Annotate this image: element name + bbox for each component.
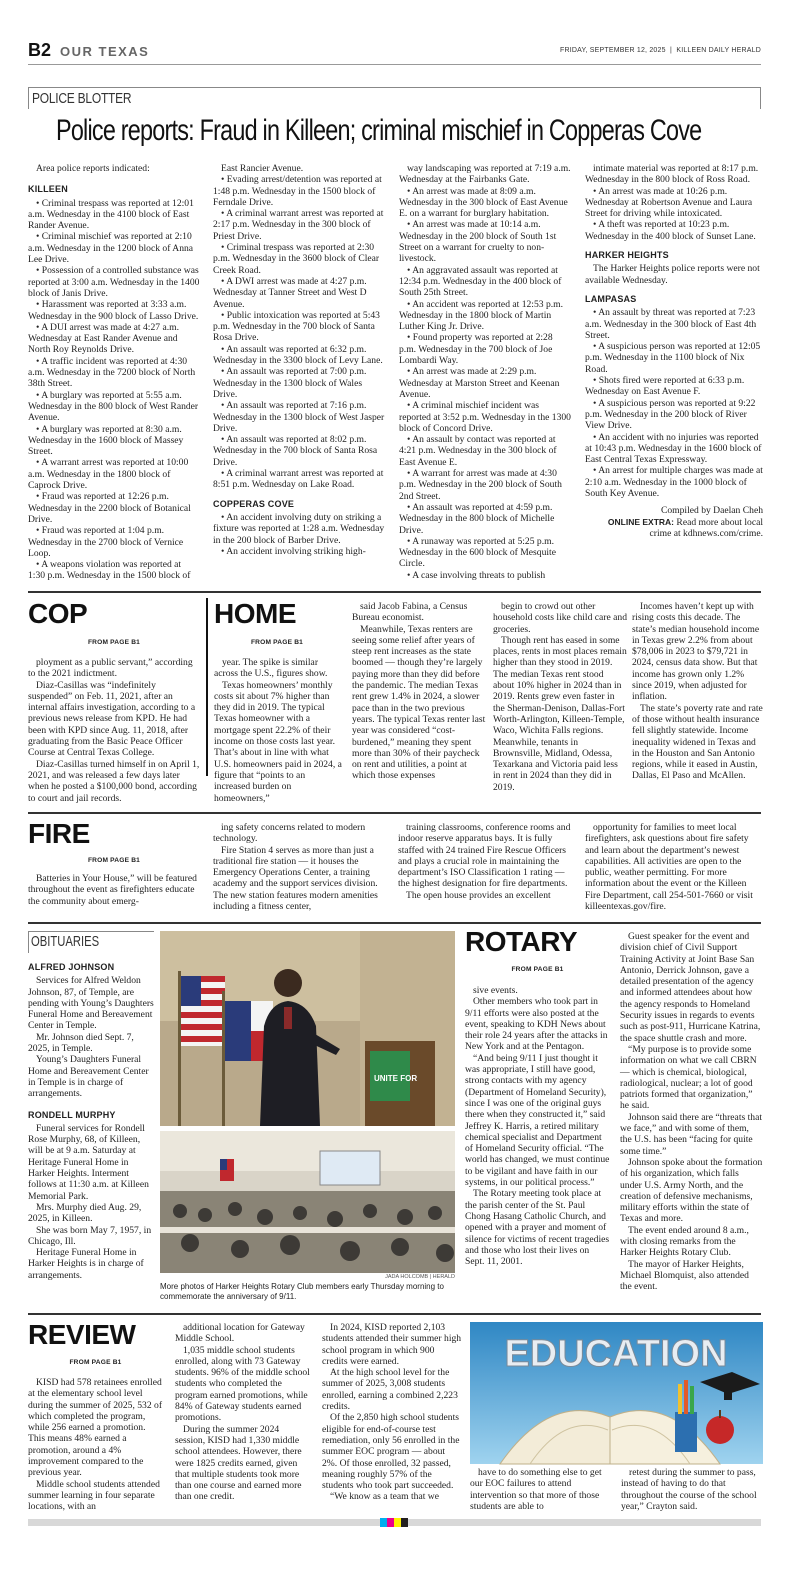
paragraph: • A suspicious person was reported at 9:22 p.m. Wednesday in the 200 block of River View Drive.: [585, 397, 756, 432]
projector-screen: [320, 1151, 380, 1185]
harker-heights-text: The Harker Heights police reports were not available Wednesday.: [585, 263, 760, 286]
paragraph: ployment as a public servant,” according to the 2021 indictment.: [28, 657, 193, 680]
header-rule: [28, 64, 761, 65]
cop-from: FROM PAGE B1: [87, 639, 141, 646]
paragraph: sive events.: [473, 985, 518, 996]
paragraph: The state’s poverty rate and rate of those without health insurance fell slightly statewide. Income inequality widened in Texas and in the Houston and San Antonio regions, while it eased in Austin, Dallas, El Paso and McAllen.: [632, 702, 763, 782]
blotter-intro: Area police reports indicated:: [36, 163, 150, 174]
online-extra-link[interactable]: Read more about local crime at kdhnews.com/crime.: [649, 516, 763, 539]
rotary-title: ROTARY: [465, 926, 578, 957]
paragraph: Guest speaker for the event and division chief of Civil Support Training Activity at Joint Base San Antonio, Derrick Johnson, gave a detailed presentation of the agency and informed attendees about how the agency responds to Homeland Security issues in regards to events such as post-911, Hurricane Katrina, the space shuttle crash and more.: [620, 931, 761, 1044]
paragraph: • A criminal mischief incident was reported at 3:52 p.m. Wednesday in the 1300 block of Concord Drive.: [399, 400, 571, 434]
date-text: FRIDAY, SEPTEMBER 12, 2025: [560, 47, 666, 54]
paragraph: Other members who took part in 9/11 efforts were also posted at the event, speaking to KDH News about their role 24 years after the attacks in New York and at the Pentagon.: [465, 996, 608, 1053]
paragraph: • An assault by threat was reported at 7:23 a.m. Wednesday in the 300 block of East 4th Street.: [585, 307, 757, 341]
paragraph: “We know as a team that we: [330, 1491, 439, 1503]
paragraph: • Criminal trespass was reported at 12:01 a.m. Wednesday in the 4100 block of East Rander Avenue.: [28, 197, 194, 232]
killeen-list-cont: [213, 163, 385, 491]
lampasas-list: [585, 307, 763, 499]
paragraph: Mrs. Murphy died Aug. 29, 2025, in Killeen.: [28, 1201, 142, 1225]
photo-caption: More photos of Harker Heights Rotary Club members early Thursday morning to commemorate the anniversary of 9/11.: [160, 1282, 444, 1301]
review-col-1: [28, 1377, 163, 1511]
copperas-list-end: [585, 163, 763, 242]
section-name: OUR TEXAS: [60, 44, 150, 59]
fire-col-1: [28, 873, 200, 913]
dateline: FRIDAY, SEPTEMBER 12, 2025 | KILLEEN DAILY HERALD: [560, 47, 761, 54]
paragraph: intimate material was reported at 8:17 p.m. Wednesday in the 800 block of Ross Road.: [585, 163, 759, 186]
paragraph: “My purpose is to provide some information on what we call CBRN — which is chemical, biological, radiological, nuclear; a lot of good patriots formed that organization,” he said.: [620, 1043, 757, 1112]
paragraph: Diaz-Casillas was “indefinitely suspended” on Feb. 11, 2021, after an internal affairs investigation, according to a previous news release from KPD. He had been with KPD since Aug. 11, 2018, after graduating from the Basic Peace Officer Course at Central Texas College.: [28, 679, 196, 759]
paragraph: • Found property was reported at 2:28 p.m. Wednesday in the 700 block of Joe Lombardi Way.: [399, 332, 553, 367]
paragraph: Batteries in Your House,” will be featured throughout the event as firefighters educate the community about emerg-: [28, 873, 197, 907]
education-art: [470, 1322, 763, 1464]
paragraph: • An assault was reported at 7:16 p.m. Wednesday in the 1300 block of West Jasper Drive.: [213, 400, 385, 434]
rule-home-bottom: [28, 812, 761, 814]
paragraph: Young’s Daughters Funeral Home and Bereavement Center in Temple is in charge of arrangements.: [28, 1054, 149, 1100]
cop-body: [28, 657, 200, 804]
paragraph: way landscaping was reported at 7:19 a.m. Wednesday at the Fairbanks Gate.: [399, 163, 571, 186]
paragraph: • Evading arrest/detention was reported at 1:48 p.m. Wednesday in the 1500 block of Ferndale Drive.: [213, 174, 382, 208]
paragraph: • A burglary was reported at 5:55 a.m. Wednesday in the 800 block of West Rander Avenue.: [28, 389, 199, 424]
paragraph: • A case involving threats to publish: [407, 569, 546, 581]
education-illustration: [470, 1322, 763, 1464]
paragraph: said Jacob Fabina, a Census Bureau economist.: [352, 601, 468, 624]
paragraph: Diaz-Casillas turned himself in on April 1, 2021, and was released a few days later when he posted a $100,000 bond, according to court and jail records.: [28, 758, 200, 804]
paragraph: “And being 9/11 I just thought it was appropriate, I still have good, strong contacts with my agency (Department of Homeland Security), since I was one of the original guys there when they constructed it,” said Jeffrey K. Harris, a retired military chemical specialist and Department of Homeland Security official. “The world has changed, we must continue to be vigilant and have faith in our systems, in our political process.”: [465, 1052, 610, 1189]
paragraph: Johnson spoke about the formation of his organization, which falls under U.S. Army North, and the creation of defensive mechanisms, military efforts within the state of Texas and more.: [620, 1156, 763, 1225]
review-title: REVIEW: [28, 1319, 136, 1350]
paragraph: begin to crowd out other household costs like child care and groceries.: [493, 601, 628, 635]
meeting-room-photo: [160, 1131, 455, 1273]
rule-rotary-bottom: [28, 1313, 761, 1315]
home-col-3: [493, 601, 628, 793]
obits-kicker: OBITUARIES: [31, 933, 100, 950]
blotter-headline: Police reports: Fraud in Killeen; criminal mischief in Copperas Cove: [56, 114, 702, 147]
paragraph: have to do something else to get our EOC failures to attend intervention so that more of those students are able to: [470, 1467, 602, 1512]
paragraph: • A criminal warrant arrest was reported at 8:51 p.m. Wednesday on Lake Road.: [213, 468, 384, 491]
home-title: HOME: [214, 598, 296, 629]
fire-from: FROM PAGE B1: [87, 857, 141, 864]
obit-1-text: [28, 975, 154, 1099]
paragraph: • An accident involving striking high-: [221, 545, 366, 557]
paragraph: Of the 2,850 high school students eligible for end-of-course test remediation, only 56 enrolled in the summer EOC program — about 2%. Of those enrolled, 32 passed, meaning roughly 57% of the students who took part succeeded.: [322, 1412, 460, 1492]
paragraph: Services for Alfred Weldon Johnson, 87, of Temple, are pending with Young’s Daughters Funeral Home and Bereavement Center in Temple.: [28, 975, 154, 1032]
paragraph: additional location for Gateway Middle School.: [175, 1322, 305, 1345]
podium: [365, 1041, 435, 1126]
paragraph: At the high school level for the summer of 2025, 3,008 students enrolled, earning a combined 2,223 credits.: [322, 1367, 458, 1413]
blotter-col-1: [28, 163, 200, 585]
killeen-list: [28, 198, 200, 582]
paragraph: Fire Station 4 serves as more than just a traditional fire station — it houses the Emergency Operations Center, a training academy and the support services division. The new station features modern amenities including a fitness center,: [213, 844, 378, 913]
obits-body: [28, 962, 154, 1307]
paragraph: • An accident with no injuries was reported at 10:43 p.m. Wednesday in the 1600 block of East Central Texas Expressway.: [585, 431, 762, 466]
paragraph: In 2024, KISD reported 2,103 students attended their summer high school program in which 900 credits were earned.: [322, 1322, 462, 1367]
paragraph: • Shots fired were reported at 6:33 p.m. Wednesday on East Avenue F.: [585, 375, 745, 398]
reg-magenta: [387, 1518, 394, 1527]
paragraph: KISD had 578 retainees enrolled at the elementary school level during the summer of 2025, 532 of which completed the program, while 256 earned a promotion. This means 48% earned a promotion, around a 4% improvement compared to the previous year.: [28, 1377, 163, 1479]
reg-cyan: [380, 1518, 387, 1527]
paper-name: KILLEEN DAILY HERALD: [676, 47, 761, 54]
reg-yellow: [394, 1518, 401, 1527]
blotter-col-3: [399, 163, 571, 585]
paragraph: • An arrest for multiple charges was made at 2:10 a.m. Wednesday in the 1000 block of South Key Avenue.: [585, 465, 763, 500]
review-col-5: [621, 1467, 763, 1513]
rotary-photo-bottom: [160, 1131, 455, 1273]
paragraph: • Harassment was reported at 3:33 a.m. Wednesday in the 900 block of Lasso Drive.: [28, 299, 199, 322]
photo-credit: JADA HOLCOMB | HERALD: [385, 1274, 455, 1280]
copperas-cove-head: COPPERAS COVE: [213, 498, 295, 509]
education-label: EDUCATION: [504, 1333, 728, 1375]
blotter-frame: [28, 87, 761, 109]
blotter-kicker: POLICE BLOTTER: [32, 90, 132, 107]
paragraph: • An arrest was made at 10:26 p.m. Wednesday at Robertson Avenue and Laura Street for driving while intoxicated.: [585, 185, 753, 220]
review-from: FROM PAGE B1: [69, 1359, 122, 1366]
review-col-2: [175, 1322, 311, 1512]
review-col-3: [322, 1322, 462, 1512]
rotary-from: FROM PAGE B1: [511, 966, 564, 973]
paragraph: Though rent has eased in some places, rents in most places remain higher than they stood in 2019. The median Texas rent stood about 10% higher in 2024 than in 2019. Rents grew even faster in the Sherman-Denison, Dallas-Fort Worth-Arlington, Killeen-Temple, Waco, Wichita Falls regions. Meanwhile, tenants in Brownsville, Midland, Odessa, Texarkana and Victoria paid less in rent in 2024 than they did in 2019.: [493, 634, 627, 793]
paragraph: Johnson said there are “threats that we face,” and with some of them, the U.S. has been “facing for quite some time.”: [620, 1111, 762, 1157]
lampasas-head: LAMPASAS: [585, 293, 637, 304]
paragraph: East Rancier Avenue.: [221, 163, 304, 174]
paragraph: • An assault was reported at 4:59 p.m. Wednesday in the 800 block of Michelle Drive.: [399, 501, 555, 536]
home-divider: [206, 598, 208, 776]
rotary-col-2: [620, 931, 763, 1307]
pencil-cup: [675, 1380, 697, 1452]
home-col-1: [214, 657, 342, 804]
paragraph: • A DUI arrest was made at 4:27 a.m. Wednesday at East Rander Avenue and North Roy Reynolds Drive.: [28, 321, 179, 356]
blotter-col-2: [213, 163, 385, 585]
paragraph: • A warrant arrest was reported at 10:00 a.m. Wednesday in the 1800 block of Caprock Drive.: [28, 457, 189, 492]
american-flag: [181, 976, 225, 1046]
home-col-4: [632, 601, 763, 782]
cop-paras: [28, 657, 200, 804]
rule-fire-bottom: [28, 922, 761, 924]
obit-2-text: [28, 1123, 154, 1281]
rule-blotter-bottom: [28, 591, 761, 593]
paragraph: • A suspicious person was reported at 12:05 p.m. Wednesday in the 1100 block of Nix Road.: [585, 341, 761, 375]
paragraph: The event ended around 8 a.m., with closing remarks from the Harker Heights Rotary Club.: [620, 1224, 749, 1259]
review-col-4: [470, 1467, 610, 1513]
paragraph: year. The spike is similar across the U.S., figures show.: [214, 657, 328, 680]
paragraph: Mr. Johnson died Sept. 7, 2025, in Temple.: [28, 1031, 134, 1055]
paragraph: The Rotary meeting took place at the parish center of the St. Paul Chong Hasang Catholic Church, and opened with a prayer and moment of silence for victims of recent tragedies and those who lost their lives on Sept. 11, 2001.: [465, 1188, 610, 1268]
home-col-2: [352, 601, 486, 782]
paragraph: • Fraud was reported at 12:26 p.m. Wednesday in the 2200 block of Botanical Drive.: [28, 491, 191, 525]
paragraph: Texas homeowners’ monthly costs sit about 7% higher than they did in 2019. The typical Texas homeowner with a mortgage spent 22.2% of their income on those costs last year. That’s about in line with what U.S. homeowners paid in 2024, a figure that “points to an increased burden on homeowners,”: [214, 679, 342, 804]
harker-heights-head: HARKER HEIGHTS: [585, 250, 669, 261]
paragraph: • An accident was reported at 12:53 p.m. Wednesday in the 1800 block of Martin Luther King Jr. Drive.: [399, 298, 564, 333]
paragraph: She was born May 7, 1957, in Chicago, Ill.: [28, 1224, 152, 1247]
rotary-col-1: [465, 985, 610, 1307]
paragraph: • Public intoxication was reported at 5:43 p.m. Wednesday in the 700 block of Santa Rosa Drive.: [213, 309, 380, 344]
paragraph: The open house provides an excellent: [406, 889, 551, 901]
registration-marks: [380, 1518, 408, 1527]
compiled-by: Compiled by Daelan Cheh: [660, 505, 763, 517]
fire-col-2: [213, 822, 386, 914]
paragraph: retest during the summer to pass, instead of having to do that throughout the course of the school year,” Crayton said.: [621, 1467, 757, 1512]
paragraph: • A weapons violation was reported at 1:30 p.m. Wednesday in the 1500 block of: [28, 559, 191, 582]
speaker-photo: [160, 931, 455, 1126]
paragraph: opportunity for families to meet local firefighters, ask questions about fire safety and learn about the department’s newest capabilities. All activities are open to the public, weather permitting. For more information about the event or the Killeen Fire Department, call 254-501-7660 or visit killeentexas.gov/fire.: [585, 822, 753, 913]
obit-2-name: RONDELL MURPHY: [28, 1109, 116, 1120]
page-header: [28, 38, 761, 64]
page-number: B2: [28, 40, 52, 60]
online-extra-label: ONLINE EXTRA:: [607, 516, 675, 527]
copperas-list-cont: [399, 163, 571, 581]
paragraph: Heritage Funeral Home in Harker Heights is in charge of arrangements.: [28, 1247, 144, 1281]
home-from: FROM PAGE B1: [250, 639, 304, 646]
rotary-photo-top: [160, 931, 455, 1126]
paragraph: • An aggravated assault was reported at 12:34 p.m. Wednesday in the 400 block of South 25th Street.: [399, 264, 562, 299]
banner-text: UNITE FOR: [374, 1074, 418, 1083]
paragraph: training classrooms, conference rooms and indoor reserve apparatus bays. It is fully staffed with 24 trained Fire Rescue Officers and plays a crucial role in maintaining the department’s ISO Classification 1 rating — the highest designation for fire departments.: [398, 822, 571, 890]
fire-col-3: [398, 822, 571, 914]
paragraph: • Criminal mischief was reported at 2:10 a.m. Wednesday in the 1200 block of Anna Lee Drive.: [28, 231, 194, 266]
paragraph: • A runaway was reported at 5:25 p.m. Wednesday in the 600 block of Mesquite Circle.: [399, 535, 556, 570]
reg-black: [401, 1518, 408, 1527]
paragraph: • An assault was reported at 8:02 p.m. Wednesday in the 700 block of Santa Rosa Drive.: [213, 434, 378, 468]
paragraph: • A DWI arrest was made at 4:27 p.m. Wednesday at Tanner Street and West D Avenue.: [213, 275, 367, 310]
paragraph: • Criminal trespass was reported at 2:30 p.m. Wednesday in the 3600 block of Clear Creek Road.: [213, 242, 380, 276]
paragraph: • A warrant for arrest was made at 4:30 p.m. Wednesday in the 200 block of South 2nd Street.: [399, 468, 562, 502]
paragraph: Incomes haven’t kept up with rising costs this decade. The state’s median household income in Texas grew 2.2% from about $78,006 in 2023 to $79,721 in 2024, census data show. But that income has grown only 1.2% since 2019, when adjusted for inflation.: [632, 601, 760, 703]
cop-title: COP: [28, 598, 88, 629]
paragraph: • A traffic incident was reported at 4:30 a.m. Wednesday in the 7200 block of North 38th Street.: [28, 355, 196, 390]
copperas-list: [213, 512, 385, 557]
paragraph: • An arrest was made at 2:29 p.m. Wednesday at Marston Street and Keenan Avenue.: [399, 366, 560, 400]
paragraph: • An assault by contact was reported at 4:21 p.m. Wednesday in the 300 block of East Avenue E.: [399, 434, 557, 468]
paragraph: 1,035 middle school students enrolled, along with 73 Gateway students. 96% of the middle school students who completed the program earned promotions, while 84% of Gateway students earned promotions.: [175, 1344, 310, 1424]
online-extra: [585, 517, 763, 540]
killeen-head: KILLEEN: [28, 184, 68, 195]
paragraph: Middle school students attended summer learning in four separate locations, with an: [28, 1478, 160, 1513]
paragraph: ing safety concerns related to modern technology.: [213, 822, 366, 845]
obit-1-name: ALFRED JOHNSON: [28, 962, 115, 972]
fire-col-4: [585, 822, 763, 914]
paragraph: • An assault was reported at 6:32 p.m. Wednesday in the 3300 block of Levy Lane.: [213, 343, 383, 367]
paragraph: During the summer 2024 session, KISD had 1,330 middle school attendees. However, there were 1825 credits earned, given that multiple students took more than one course and earned more than one credit.: [175, 1423, 302, 1503]
paragraph: • An arrest was made at 10:14 a.m. Wednesday in the 200 block of South 1st Street on a warrant for cruelty to non-livestock.: [399, 219, 557, 265]
paragraph: • A burglary was reported at 8:30 a.m. Wednesday in the 1600 block of Massey Street.: [28, 423, 184, 458]
paragraph: • Fraud was reported at 1:04 p.m. Wednesday in the 2700 block of Vernice Loop.: [28, 525, 184, 559]
paragraph: The mayor of Harker Heights, Michael Blomquist, also attended the event.: [620, 1258, 749, 1293]
paragraph: • A theft was reported at 10:23 p.m. Wednesday in the 400 block of Sunset Lane.: [585, 219, 756, 242]
fire-title: FIRE: [28, 818, 90, 849]
paragraph: Meanwhile, Texas renters are seeing some relief after years of steep rent increases as the state boomed — though they’re largely paying more than they did before the pandemic. The median Texas rent grew 1.4% in 2024, a slower pace than in the two previous years. The typical Texas renter last year was considered “cost-burdened,” meaning they spent more than 30% of their paycheck on rent and utilities, a point at which those expenses: [352, 623, 486, 782]
paragraph: • A criminal warrant arrest was reported at 2:17 p.m. Wednesday in the 300 block of Priest Drive.: [213, 208, 384, 242]
paragraph: Funeral services for Rondell Rose Murphy, 68, of Killeen, will be at 9 a.m. Saturday at Heritage Funeral Home in Harker Heights. Interment follows at 11:30 a.m. at Killeen Memorial Park.: [28, 1122, 149, 1202]
blotter-col-4: [585, 163, 763, 585]
paragraph: • An arrest was made at 8:09 a.m. Wednesday in the 300 block of East Avenue E. on a warrant for burglary habitation.: [399, 185, 568, 220]
paragraph: • An accident involving duty on striking a fixture was reported at 1:28 a.m. Wednesday in the 200 block of Barber Drive.: [213, 511, 385, 546]
paragraph: • An assault was reported at 7:00 p.m. Wednesday in the 1300 block of Wales Drive.: [213, 366, 367, 400]
paragraph: • Possession of a controlled substance was reported at 3:00 a.m. Wednesday in the 1400 block of Janis Drive.: [28, 265, 200, 299]
